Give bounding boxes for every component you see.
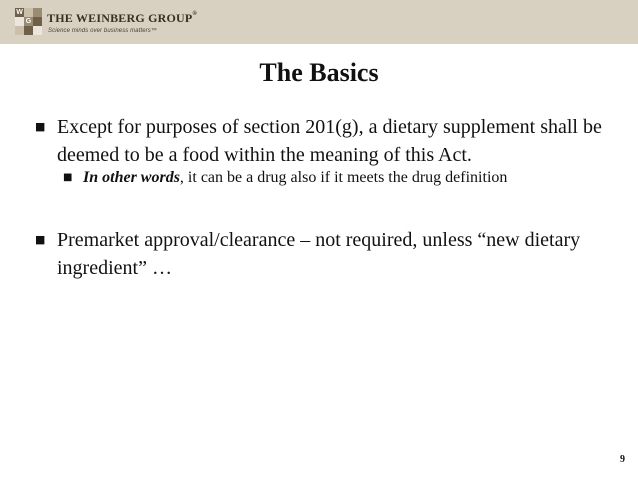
logo-square (33, 26, 42, 35)
registered-mark: ® (192, 11, 198, 17)
logo-letter-w: W (16, 9, 23, 16)
brand-name-text: THE WEINBERG GROUP (47, 11, 193, 25)
brand-name (47, 11, 197, 26)
brand-tagline: Science minds over business matters™ (48, 28, 157, 34)
bullet-text: , it can be a drug also if it meets the drug definition (179, 169, 508, 186)
square-bullet-icon: ■ (35, 233, 46, 246)
bullet-emphasis: In other words (83, 169, 180, 186)
logo-square (24, 26, 33, 35)
logo-square (33, 17, 42, 26)
square-bullet-icon: ■ (63, 172, 73, 183)
sub-bullet-item (63, 166, 603, 190)
logo-square (15, 26, 24, 35)
logo-square (15, 17, 24, 26)
logo-letter-g: G (25, 18, 32, 25)
logo-square (24, 8, 33, 17)
bullet-text: Premarket approval/clearance – not required, unless “new dietary ingredient” … (57, 229, 581, 279)
logo-square (33, 8, 42, 17)
weinberg-logo-icon (15, 8, 42, 35)
header-band (0, 0, 638, 44)
slide-title: The Basics (259, 58, 379, 87)
page-number: 9 (620, 454, 625, 465)
bullet-item (35, 226, 617, 282)
square-bullet-icon: ■ (35, 120, 46, 133)
bullet-item (35, 113, 617, 169)
bullet-text: Except for purposes of section 201(g), a dietary supplement shall be deemed to be a food within the meaning of this Act. (57, 116, 602, 166)
